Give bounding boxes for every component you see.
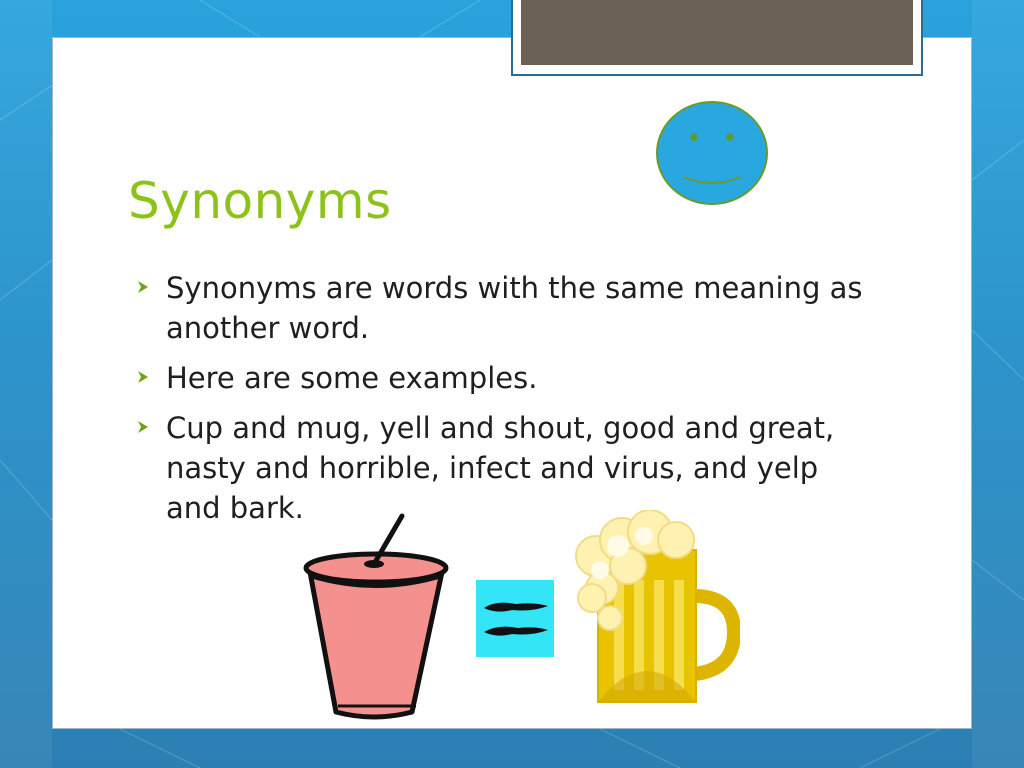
arrowhead-bullet-icon	[136, 280, 150, 294]
arrowhead-bullet-icon	[136, 370, 150, 384]
beer-mug-clipart	[570, 510, 740, 706]
bullet-item	[136, 358, 866, 398]
slide-title: Synonyms	[128, 172, 392, 230]
bullet-item	[136, 268, 866, 348]
title-frame-fill	[521, 0, 913, 65]
title-picture-frame	[511, 0, 923, 76]
equals-brush-strokes	[476, 580, 554, 657]
bullet-text: Synonyms are words with the same meaning as another word.	[166, 271, 863, 345]
cup-clipart	[296, 510, 452, 722]
smiley-face-icon	[655, 101, 771, 207]
bullet-list	[136, 268, 866, 538]
equals-sign-icon	[476, 580, 554, 657]
bullet-text: Cup and mug, yell and shout, good and great, nasty and horrible, infect and virus, and yelp and bark.	[166, 411, 835, 525]
arrowhead-bullet-icon	[136, 420, 150, 434]
bullet-text: Here are some examples.	[166, 361, 538, 395]
bullet-item	[136, 408, 866, 528]
